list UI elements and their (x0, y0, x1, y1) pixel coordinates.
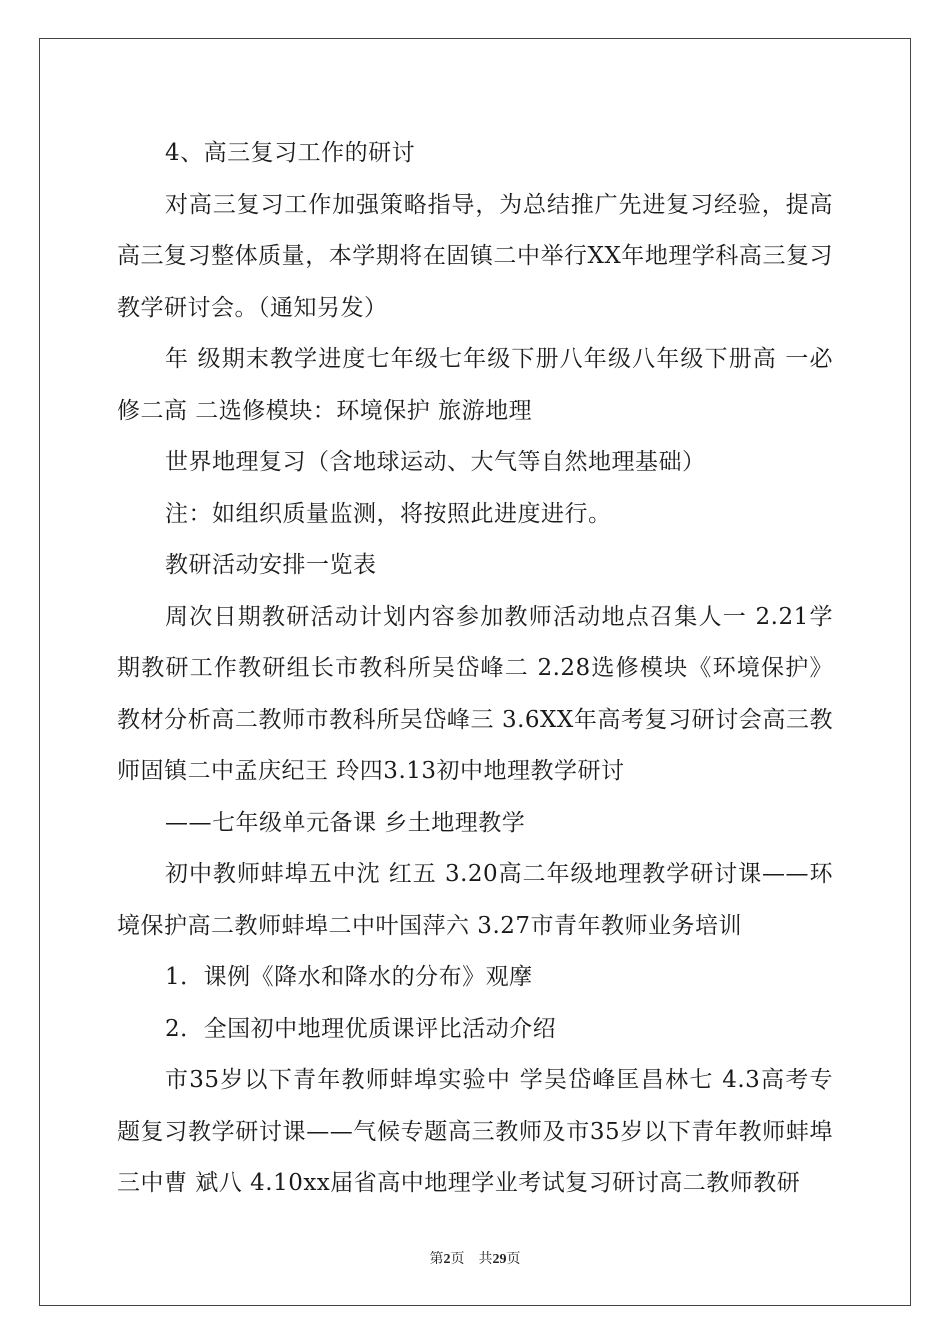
page-footer (0, 1248, 950, 1268)
document-body (117, 128, 833, 1210)
section-heading: 4、高三复习工作的研讨 (165, 140, 416, 166)
list-item: 2．全国初中地理优质课评比活动介绍 (165, 1015, 557, 1042)
paragraph: ——七年级单元备课 乡土地理教学 (165, 809, 526, 836)
page-number: 2 (443, 1252, 451, 1267)
table-title: 教研活动安排一览表 (165, 552, 377, 578)
page-label-prefix: 第 (429, 1251, 444, 1267)
page-label-suffix: 页 (506, 1251, 521, 1267)
paragraph: 初中教师蚌埠五中沈 红五 3.20高二年级地理教学研讨课——环境保护高二教师蚌埠二中叶国萍六 3.27市青年教师业务培训 (117, 861, 833, 939)
paragraph: 世界地理复习（含地球运动、大气等自然地理基础） (165, 449, 706, 475)
total-pages: 29 (492, 1252, 507, 1267)
paragraph: 注：如组织质量监测，将按照此进度进行。 (165, 500, 612, 527)
paragraph: 周次日期教研活动计划内容参加教师活动地点召集人一 2.21学期教研工作教研组长市教科所吴岱峰二 2.28选修模块《环境保护》教材分析高二教师市教科所吴岱峰三 3.6XX年高考复习研讨会高三教师固镇二中孟庆纪王 玲四3.13初中地理教学研讨 (117, 603, 833, 784)
paragraph: 市35岁以下青年教师蚌埠实验中 学吴岱峰匡昌林七 4.3高考专题复习教学研讨课——气候专题高三教师及市35岁以下青年教师蚌埠三中曹 斌八 4.10xx届省高中地理学业考试复习研讨高二教师教研 (117, 1067, 833, 1196)
page-label-mid: 页 共 (450, 1251, 493, 1267)
paragraph: 年 级期末教学进度七年级七年级下册八年级八年级下册高 一必修二高 二选修模块：环境保护 旅游地理 (117, 346, 833, 424)
list-item: 1．课例《降水和降水的分布》观摩 (165, 964, 533, 990)
paragraph: 对高三复习工作加强策略指导，为总结推广先进复习经验，提高高三复习整体质量，本学期将在固镇二中举行XX年地理学科高三复习教学研讨会。（通知另发） (117, 191, 833, 321)
